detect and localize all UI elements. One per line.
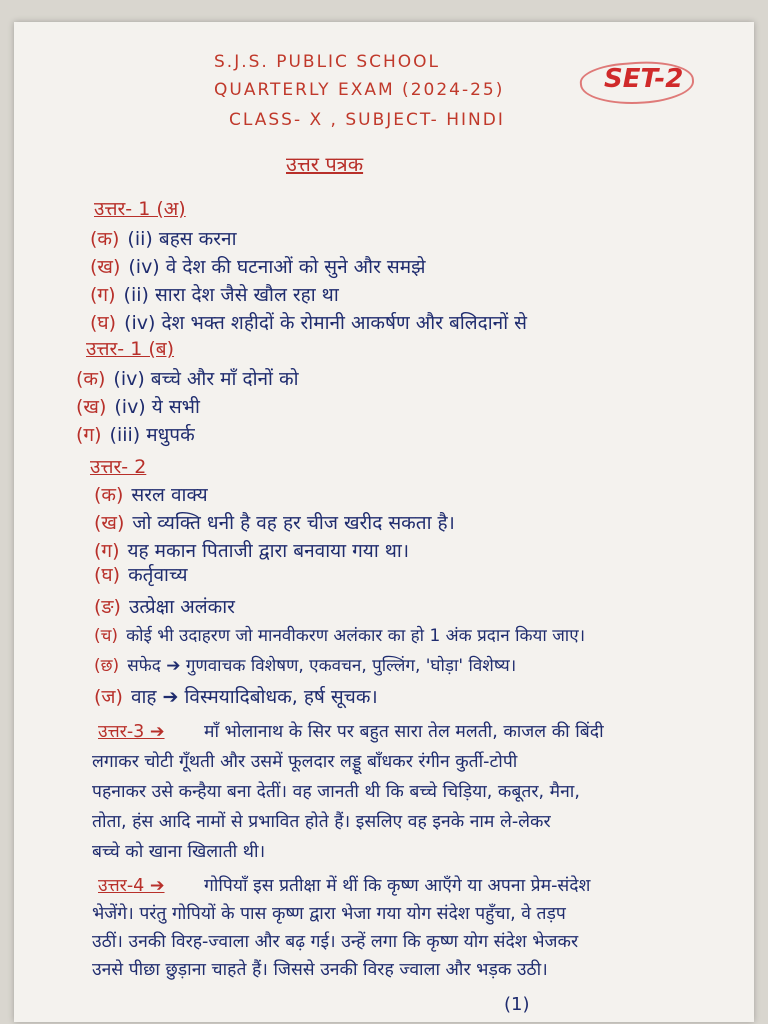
page-number: (1): [504, 994, 530, 1015]
list-item: (ङ) उत्प्रेक्षा अलंकार: [94, 596, 235, 618]
list-item: (क) (iv) बच्चे और माँ दोनों को: [76, 368, 299, 390]
list-item: (ज) वाह ➔ विस्मयादिबोधक, हर्ष सूचक।: [94, 686, 378, 708]
paragraph-line: माँ भोलानाथ के सिर पर बहुत सारा तेल मलती, काजल की बिंदी: [204, 722, 604, 742]
paragraph-line: उनसे पीछा छुड़ाना चाहते हैं। जिससे उनकी विरह ज्वाला और भड़क उठी।: [92, 960, 548, 980]
list-item: (ग) यह मकान पिताजी द्वारा बनवाया गया था।: [94, 540, 410, 562]
paragraph-line: लगाकर चोटी गूँथती और उसमें फूलदार लड्डू बाँधकर रंगीन कुर्ती-टोपी: [92, 752, 518, 772]
list-item: (घ) कर्तृवाच्य: [94, 564, 188, 586]
list-item: (क) सरल वाक्य: [94, 484, 208, 506]
paragraph-line: गोपियाँ इस प्रतीक्षा में थीं कि कृष्ण आएँगे या अपना प्रेम-संदेश: [204, 876, 591, 896]
list-item: (च) कोई भी उदाहरण जो मानवीकरण अलंकार का हो 1 अंक प्रदान किया जाए।: [94, 626, 586, 646]
school-name: S.J.S. PUBLIC SCHOOL: [214, 52, 441, 72]
list-item: (ग) (ii) सारा देश जैसे खौल रहा था: [90, 284, 339, 306]
paragraph-line: बच्चे को खाना खिलाती थी।: [92, 842, 266, 862]
section-1a-heading: उत्तर- 1 (अ): [94, 198, 186, 220]
paragraph-line: भेजेंगे। परंतु गोपियों के पास कृष्ण द्वारा भेजा गया योग संदेश पहुँचा, वे तड़प: [92, 904, 566, 924]
list-item: (ग) (iii) मधुपर्क: [76, 424, 195, 446]
paragraph-line: पहनाकर उसे कन्हैया बना देतीं। वह जानती थी कि बच्चे चिड़िया, कबूतर, मैना,: [92, 782, 580, 802]
paragraph-line: उठीं। उनकी विरह-ज्वाला और बढ़ गई। उन्हें लगा कि कृष्ण योग संदेश भेजकर: [92, 932, 579, 952]
page-title: उत्तर पत्रक: [286, 152, 364, 176]
list-item: (क) (ii) बहस करना: [90, 228, 237, 250]
answer-sheet-page: [14, 22, 754, 1022]
section-3-heading: उत्तर-3 ➔: [98, 722, 165, 742]
class-subject: CLASS- X , SUBJECT- HINDI: [229, 110, 505, 130]
list-item: (ख) (iv) ये सभी: [76, 396, 200, 418]
section-4-heading: उत्तर-4 ➔: [98, 876, 165, 896]
set-number: SET-2: [604, 64, 684, 94]
section-1b-heading: उत्तर- 1 (ब): [86, 338, 175, 360]
paragraph-line: तोता, हंस आदि नामों से प्रभावित होते हैं। इसलिए वह इनके नाम ले-लेकर: [92, 812, 551, 832]
list-item: (ख) (iv) वे देश की घटनाओं को सुने और समझे: [90, 256, 426, 278]
exam-title: QUARTERLY EXAM (2024-25): [214, 80, 505, 100]
list-item: (ख) जो व्यक्ति धनी है वह हर चीज खरीद सकता है।: [94, 512, 455, 534]
list-item: (घ) (iv) देश भक्त शहीदों के रोमानी आकर्षण और बलिदानों से: [90, 312, 528, 334]
section-2-heading: उत्तर- 2: [90, 456, 147, 478]
list-item: (छ) सफेद ➔ गुणवाचक विशेषण, एकवचन, पुल्लिंग, 'घोड़ा' विशेष्य।: [94, 656, 517, 676]
